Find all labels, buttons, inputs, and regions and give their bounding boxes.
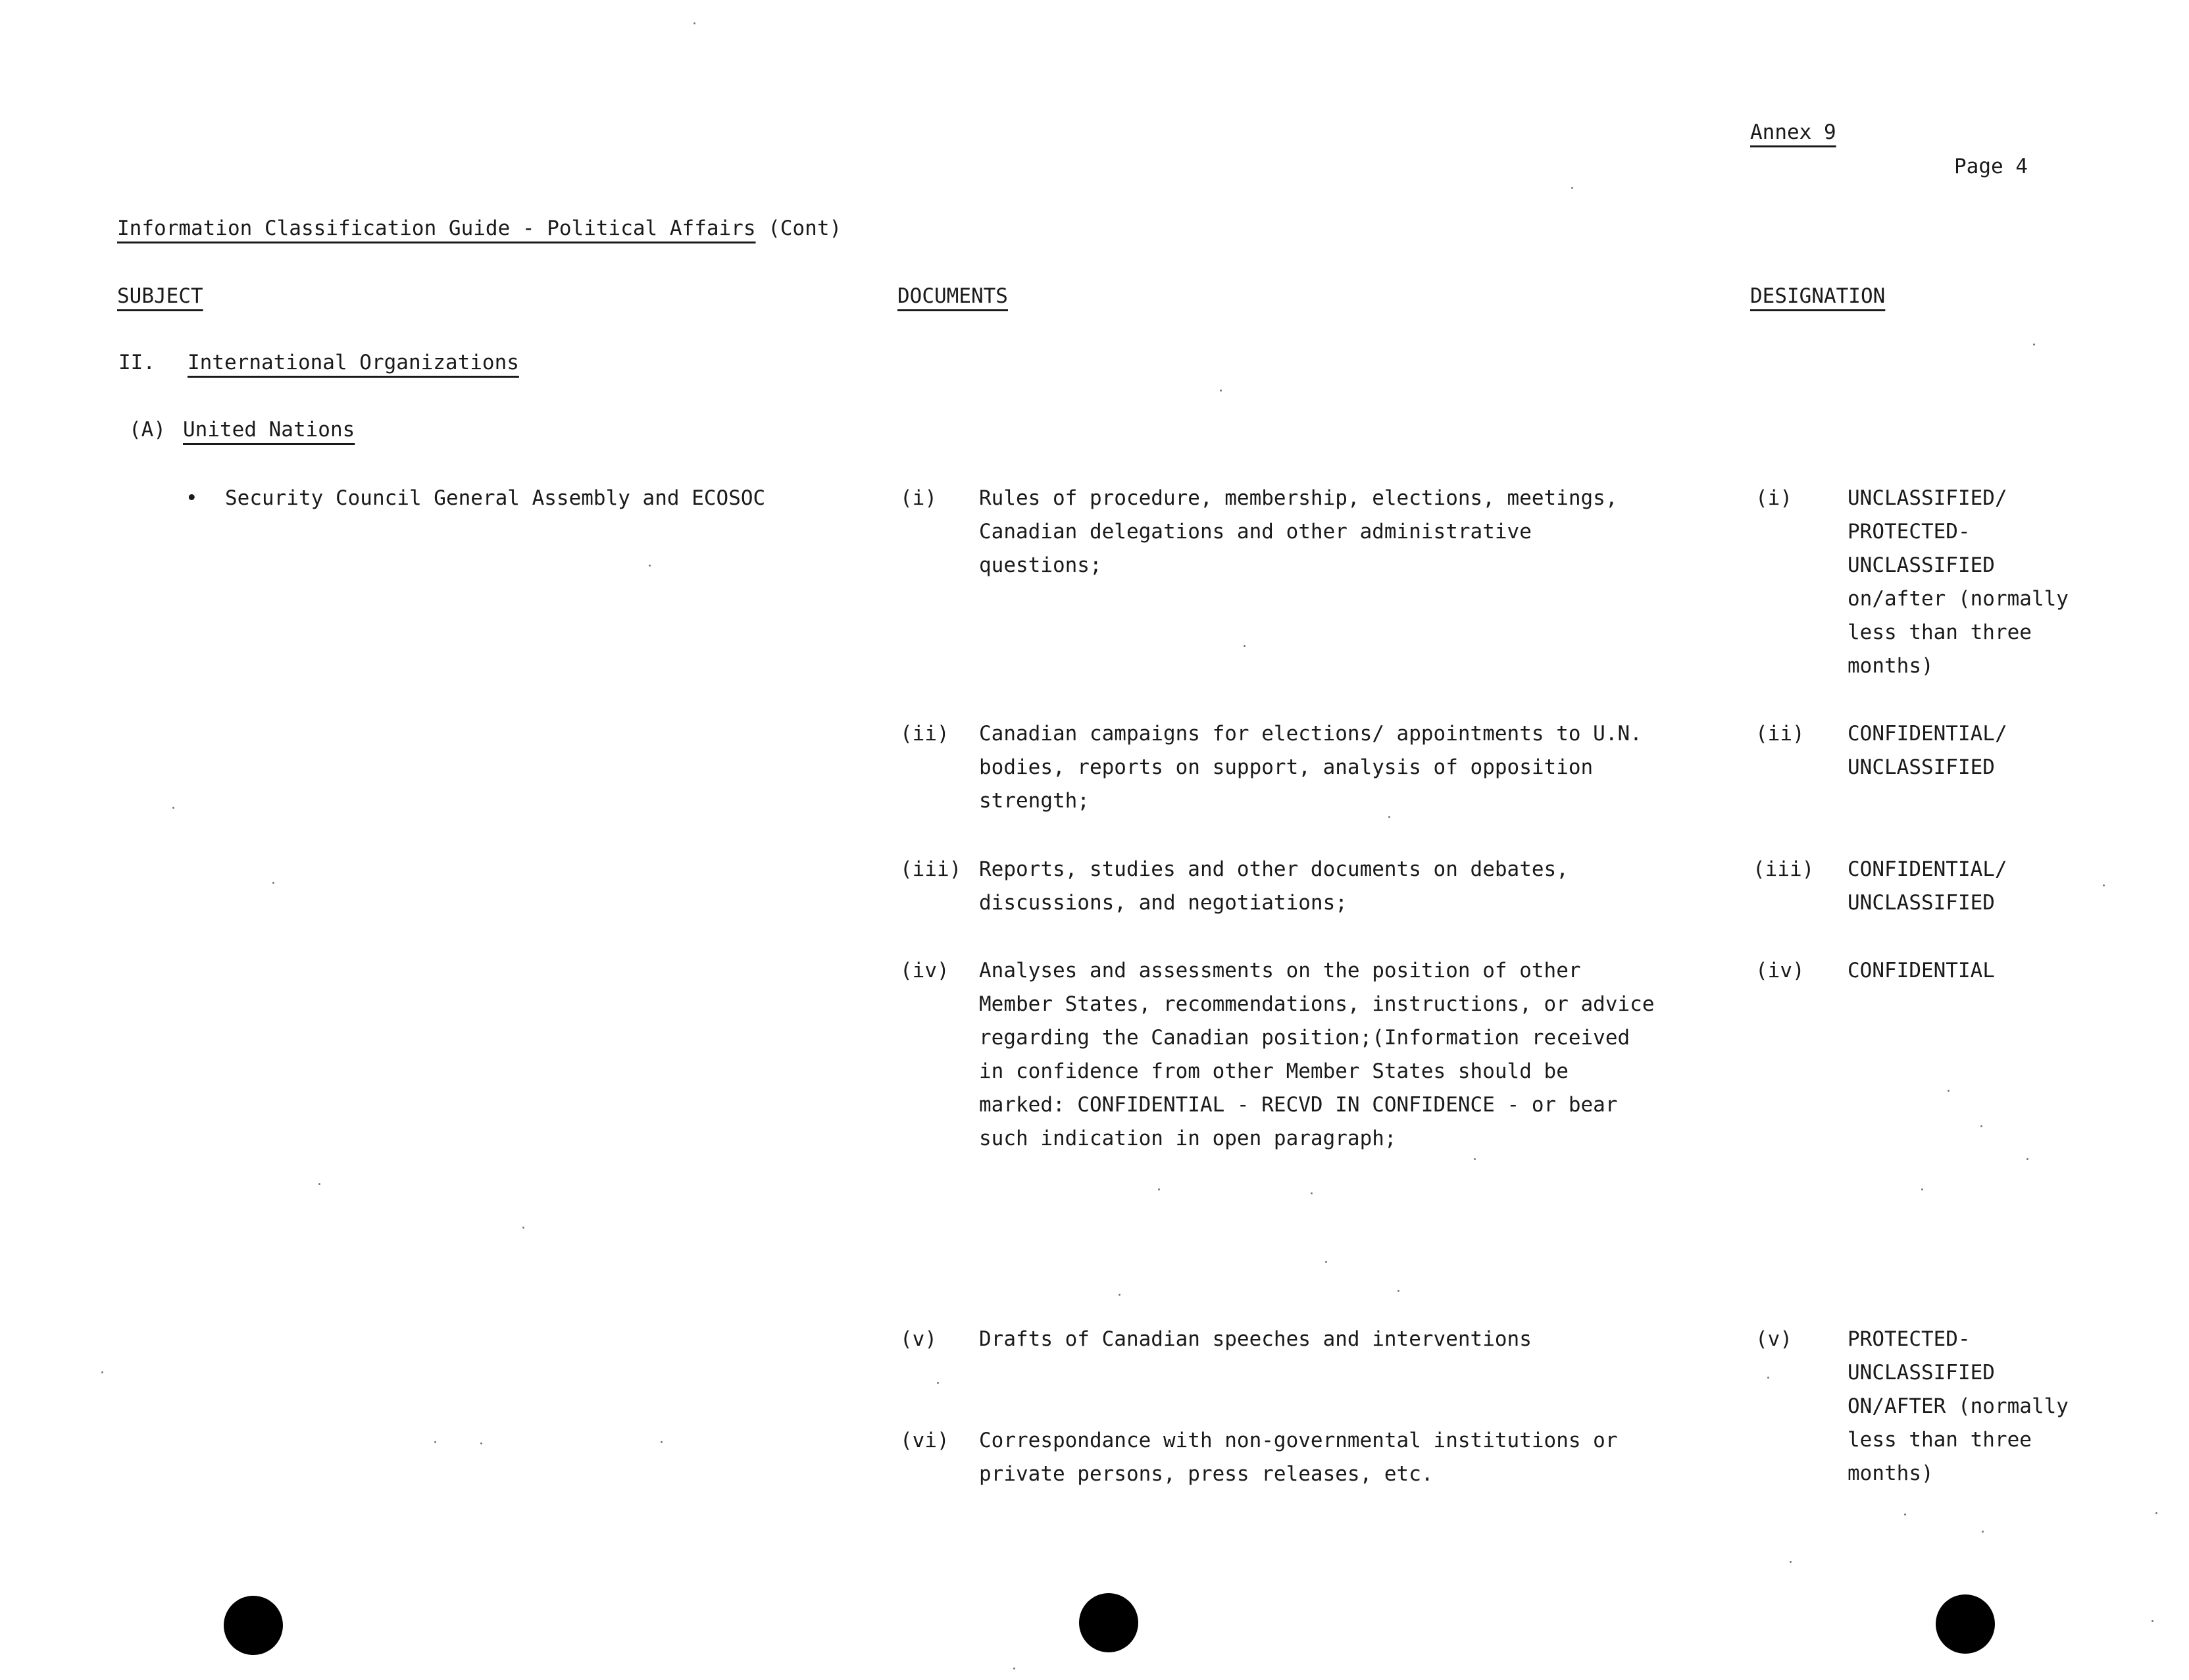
scan-speck	[1325, 1261, 1327, 1263]
subject-bullet: •	[186, 486, 198, 510]
scan-speck	[1397, 1290, 1399, 1292]
designation-value	[1848, 717, 2124, 784]
designation-line: months)	[1848, 654, 1934, 678]
designation-number: (v)	[1755, 1327, 1792, 1351]
designation-number: (iii)	[1753, 857, 1815, 881]
scan-speck	[1767, 1377, 1769, 1379]
column-header-subject: SUBJECT	[117, 284, 203, 308]
item-number: (iii)	[900, 857, 962, 881]
scan-speck	[1013, 1667, 1015, 1669]
document-line: Analyses and assessments on the position of other	[979, 959, 1581, 982]
item-number: (v)	[900, 1327, 937, 1351]
document-line: regarding the Canadian position;(Information received	[979, 1026, 1630, 1050]
document-line: in confidence from other Member States should be	[979, 1059, 1569, 1083]
column-header-designation: DESIGNATION	[1750, 284, 1886, 308]
scan-speck	[522, 1227, 524, 1229]
punch-hole	[1936, 1594, 1995, 1654]
item-document	[979, 954, 1736, 1156]
page-title-suffix: (Cont)	[768, 216, 842, 240]
designation-number: (iv)	[1755, 959, 1805, 982]
scan-speck	[937, 1382, 939, 1384]
designation-line: PROTECTED-	[1848, 1327, 1971, 1351]
scan-speck	[1948, 1090, 1950, 1092]
scan-speck	[693, 22, 695, 24]
scan-speck	[1982, 1531, 1984, 1533]
designation-line: CONFIDENTIAL/	[1848, 722, 2007, 746]
document-line: strength;	[979, 789, 1090, 813]
document-line: Canadian campaigns for elections/ appointments to U.N.	[979, 722, 1642, 746]
subsection-label: (A)	[129, 418, 166, 442]
document-line: Correspondance with non-governmental institutions or	[979, 1429, 1618, 1452]
punch-hole	[1079, 1593, 1138, 1652]
scan-speck	[1311, 1192, 1313, 1194]
designation-value	[1848, 482, 2124, 683]
document-line: Drafts of Canadian speeches and interventions	[979, 1327, 1532, 1351]
scan-speck	[480, 1442, 482, 1444]
section-number: II.	[118, 351, 155, 374]
subsection-title: United Nations	[183, 418, 355, 442]
designation-value	[1848, 853, 2124, 920]
scan-speck	[1474, 1158, 1476, 1160]
designation-line: less than three	[1848, 621, 2032, 644]
scan-speck	[172, 807, 174, 809]
item-document	[979, 853, 1736, 920]
page-number: Page 4	[1954, 155, 2028, 178]
item-document	[979, 717, 1736, 818]
scan-speck	[1388, 816, 1390, 818]
designation-number: (i)	[1755, 486, 1792, 510]
designation-line: ON/AFTER (normally	[1848, 1394, 2069, 1418]
scan-speck	[1904, 1514, 1906, 1515]
page-title	[117, 212, 842, 245]
document-line: bodies, reports on support, analysis of opposition	[979, 755, 1594, 779]
document-line: Reports, studies and other documents on debates,	[979, 857, 1569, 881]
scan-speck	[2151, 1620, 2153, 1622]
scan-speck	[318, 1183, 320, 1185]
annex-label: Annex 9	[1750, 120, 1836, 144]
item-document	[979, 1424, 1736, 1491]
designation-line: UNCLASSIFIED/	[1848, 486, 2007, 510]
scan-speck	[434, 1441, 436, 1443]
scan-speck	[1158, 1188, 1160, 1190]
designation-line: on/after (normally	[1848, 587, 2069, 611]
item-number: (ii)	[900, 722, 949, 746]
document-line: questions;	[979, 553, 1102, 577]
document-line: Rules of procedure, membership, elections, meetings,	[979, 486, 1618, 510]
designation-value	[1848, 954, 2124, 988]
scan-speck	[1980, 1125, 1982, 1127]
scan-speck	[101, 1371, 103, 1373]
subject-item: Security Council General Assembly and ECOSOC	[225, 486, 766, 510]
document-line: Canadian delegations and other administrative	[979, 520, 1532, 544]
section-title: International Organizations	[188, 351, 519, 374]
designation-line: CONFIDENTIAL/	[1848, 857, 2007, 881]
scan-speck	[1921, 1188, 1923, 1190]
designation-number: (ii)	[1755, 722, 1805, 746]
designation-line: UNCLASSIFIED	[1848, 553, 1995, 577]
scan-speck	[649, 565, 651, 567]
document-line: marked: CONFIDENTIAL - RECVD IN CONFIDENCE - or bear	[979, 1093, 1618, 1117]
document-line: discussions, and negotiations;	[979, 891, 1347, 915]
designation-line: CONFIDENTIAL	[1848, 959, 1995, 982]
scan-speck	[2026, 1158, 2028, 1160]
document-line: private persons, press releases, etc.	[979, 1462, 1434, 1486]
scan-speck	[1571, 187, 1573, 189]
punch-hole	[224, 1596, 283, 1655]
item-document	[979, 1323, 1736, 1356]
designation-line: less than three	[1848, 1428, 2032, 1452]
column-header-documents: DOCUMENTS	[897, 284, 1008, 308]
scan-speck	[1244, 645, 1245, 647]
document-line: Member States, recommendations, instructions, or advice	[979, 992, 1655, 1016]
scan-speck	[661, 1441, 663, 1443]
designation-line: UNCLASSIFIED	[1848, 1361, 1995, 1385]
scan-speck	[1220, 390, 1222, 392]
designation-line: UNCLASSIFIED	[1848, 755, 1995, 779]
designation-line: months)	[1848, 1462, 1934, 1485]
designation-line: PROTECTED-	[1848, 520, 1971, 544]
item-number: (vi)	[900, 1429, 949, 1452]
scan-speck	[272, 882, 274, 884]
item-number: (i)	[900, 486, 937, 510]
scan-speck	[1790, 1561, 1792, 1563]
page-title-main: Information Classification Guide - Political Affairs	[117, 216, 756, 240]
designation-line: UNCLASSIFIED	[1848, 891, 1995, 915]
scan-speck	[2103, 884, 2105, 886]
scan-speck	[1119, 1294, 1120, 1296]
item-document	[979, 482, 1736, 582]
scan-speck	[2033, 344, 2035, 345]
scan-speck	[2155, 1512, 2157, 1514]
designation-value	[1848, 1323, 2124, 1490]
item-number: (iv)	[900, 959, 949, 982]
document-line: such indication in open paragraph;	[979, 1127, 1397, 1150]
